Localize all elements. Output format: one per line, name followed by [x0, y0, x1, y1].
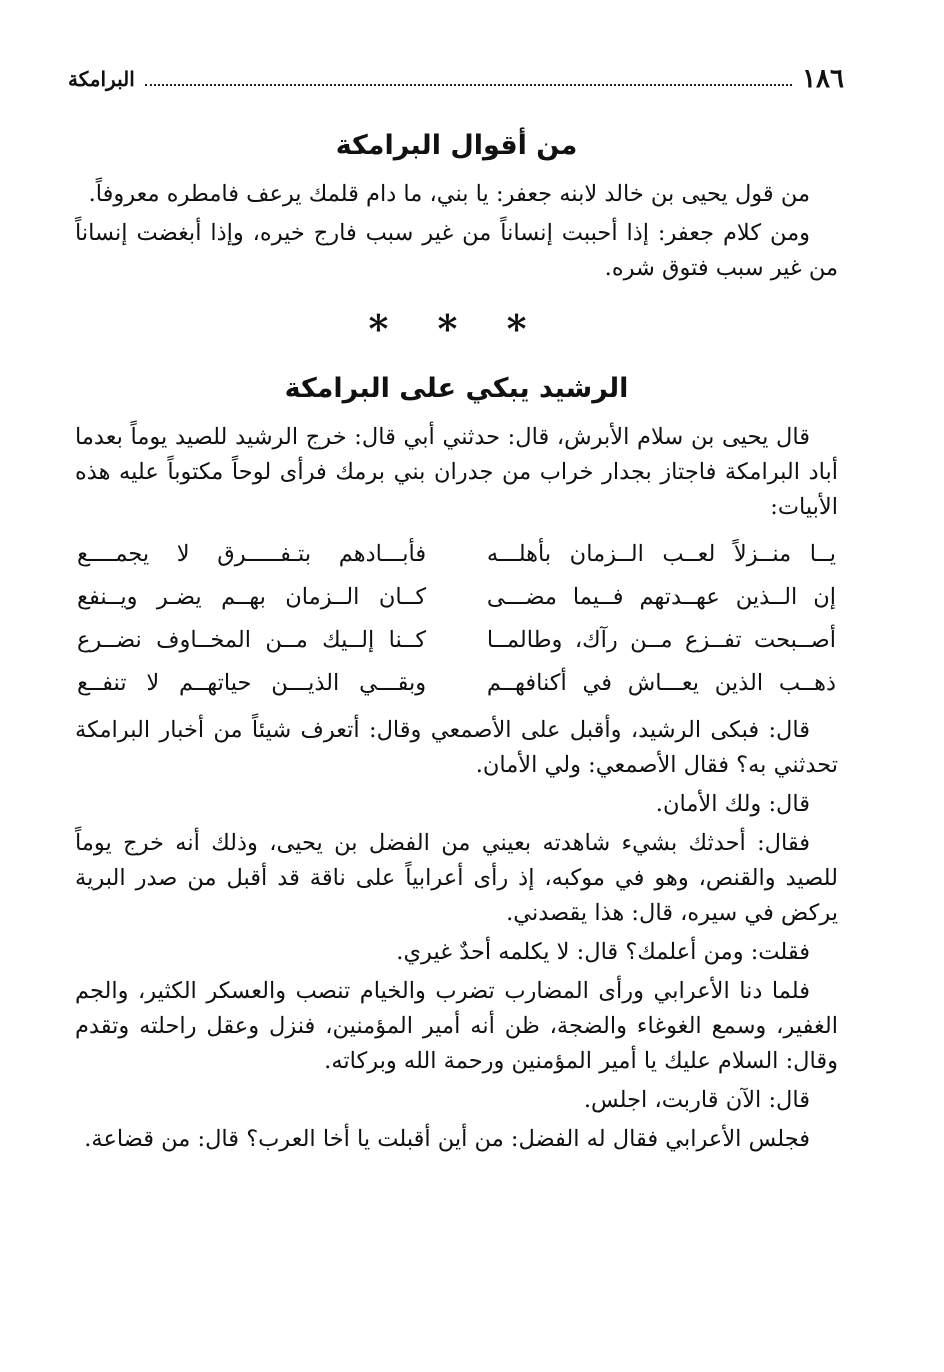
poem-verse: [77, 533, 836, 576]
poem-verse: [77, 619, 836, 662]
section-heading-sayings: من أقوال البرامكة: [335, 130, 578, 161]
poem-verse: [77, 662, 836, 705]
paragraph: قال يحيى بن سلام الأبرش، قال: حدثني أبي قال: خرج الرشيد للصيد يوماً بعدما أباد البرامكة فاجتاز بجدار خراب من جدران بني برمك فرأى لوحاً مكتوباً عليه هذه الأبيات:: [75, 424, 838, 520]
verse-first-hemistich: ذهــب الذين يعـــاش في أكنافهــم: [486, 670, 836, 696]
verse-first-hemistich: يــا منــزلاً لعــب الــزمان بأهلـــه: [486, 541, 836, 567]
paragraph: قال: فبكى الرشيد، وأقبل على الأصمعي وقال: أتعرف شيئاً من أخبار البرامكة تحدثني به؟ فقال الأصمعي: ولي الأمان.: [75, 717, 838, 778]
verse-second-hemistich: كــان الــزمان بهــم يضـر ويــنفع: [77, 584, 427, 610]
section-heading-rashid: الرشيد يبكي على البرامكة: [284, 373, 629, 404]
section-separator: * * *: [368, 306, 545, 351]
running-title: البرامكة: [68, 67, 135, 91]
poem-verse: [77, 576, 836, 619]
poem: [75, 533, 838, 705]
header-dotted-leader: [145, 84, 792, 86]
verse-second-hemistich: وبقـــي الذيـــن حياتهــم لا تنفــع: [77, 670, 427, 696]
paragraph: من قول يحيى بن خالد لابنه جعفر: يا بني، ما دام قلمك يرعف فامطره معروفاً.: [88, 181, 810, 207]
paragraph: فقال: أحدثك بشيء شاهدته بعيني من الفضل بن يحيى، وذلك أنه خرج يوماً للصيد والقنص، وهو في موكبه، إذ رأى أعرابياً على ناقة قد أقبل من صدر البرية يركض في سيره، قال: هذا يقصدني.: [75, 830, 838, 926]
paragraph: ومن كلام جعفر: إذا أحببت إنساناً من غير سبب فارج خيره، وإذا أبغضت إنساناً من غير سبب فتوق شره.: [75, 220, 838, 281]
page-body: [75, 120, 838, 1157]
paragraph: قال: الآن قاربت، اجلس.: [583, 1087, 810, 1113]
verse-first-hemistich: إن الــذين عهــدتهم فــيما مضـــى: [486, 584, 836, 610]
verse-second-hemistich: فأبـــادهم بتـفـــــرق لا يجمــــع: [77, 541, 427, 567]
paragraph: فجلس الأعرابي فقال له الفضل: من أين أقبلت يا أخا العرب؟ قال: من قضاعة.: [84, 1126, 810, 1152]
verse-first-hemistich: أصــبحت تفــزع مــن رآك، وطالمــا: [486, 627, 836, 653]
paragraph: فلما دنا الأعرابي ورأى المضارب تضرب والخيام تنصب والعسكر الكثير، والجم الغفير، وسمع الغوغاء والضجة، ظن أنه أمير المؤمنين، فنزل وعقل راحلته وتقدم وقال: السلام عليك يا أمير المؤمنين ورحمة الله وبركاته.: [75, 978, 838, 1074]
running-header: [68, 62, 844, 96]
page-number: ١٨٦: [802, 64, 844, 94]
verse-second-hemistich: كــنا إلــيك مــن المخــاوف نضــرع: [77, 627, 427, 653]
paragraph: قال: ولك الأمان.: [655, 791, 810, 817]
paragraph: فقلت: ومن أعلمك؟ قال: لا يكلمه أحدٌ غيري.: [396, 939, 810, 965]
